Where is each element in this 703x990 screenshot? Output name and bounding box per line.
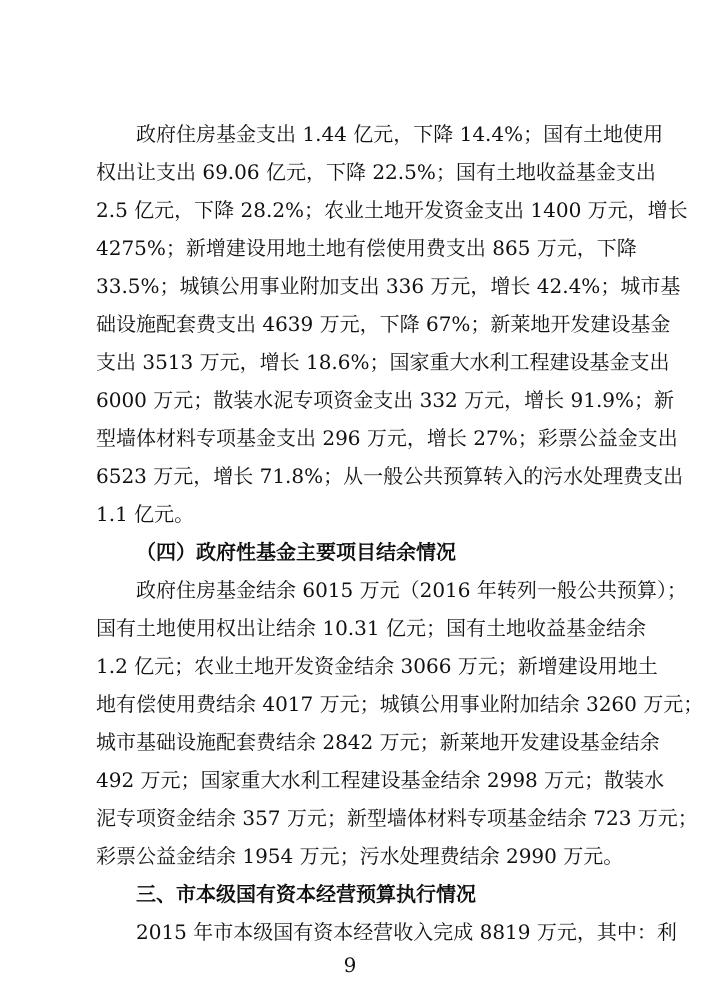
paragraph-line: 2015 年市本级国有资本经营收入完成 8819 万元，其中：利: [136, 920, 677, 944]
section-heading: 三、市本级国有资本经营预算执行情况: [136, 882, 476, 906]
paragraph-line: 权出让支出 69.06 亿元，下降 22.5%；国有土地收益基金支出: [96, 160, 656, 184]
paragraph-line: 型墙体材料专项基金支出 296 万元，增长 27%；彩票公益金支出: [96, 426, 678, 450]
paragraph-line: 4275%；新增建设用地土地有偿使用费支出 865 万元，下降: [96, 236, 637, 260]
paragraph-line: 492 万元；国家重大水利工程建设基金结余 2998 万元；散装水: [96, 768, 665, 792]
paragraph-line: 地有偿使用费结余 4017 万元；城镇公用事业附加结余 3260 万元；: [96, 692, 703, 716]
paragraph-line: 6523 万元，增长 71.8%；从一般公共预算转入的污水处理费支出: [96, 464, 684, 488]
page-number: 9: [343, 953, 357, 977]
paragraph-line: 泥专项资金结余 357 万元；新型墙体材料专项基金结余 723 万元；: [96, 806, 698, 830]
paragraph-line: 33.5%；城镇公用事业附加支出 336 万元，增长 42.4%；城市基: [96, 274, 681, 298]
paragraph-line: 1.1 亿元。: [96, 502, 195, 526]
section-heading: （四）政府性基金主要项目结余情况: [136, 540, 456, 564]
paragraph-line: 城市基础设施配套费结余 2842 万元；新莱地开发建设基金结余: [96, 730, 660, 754]
paragraph-line: 支出 3513 万元，增长 18.6%；国家重大水利工程建设基金支出: [96, 350, 670, 374]
paragraph-line: 国有土地使用权出让结余 10.31 亿元；国有土地收益基金结余: [96, 616, 646, 640]
paragraph-line: 政府住房基金支出 1.44 亿元，下降 14.4%；国有土地使用: [136, 122, 664, 146]
paragraph-line: 2.5 亿元，下降 28.2%；农业土地开发资金支出 1400 万元，增长: [96, 198, 688, 222]
paragraph-line: 1.2 亿元；农业土地开发资金结余 3066 万元；新增建设用地土: [96, 654, 658, 678]
paragraph-line: 6000 万元；散装水泥专项资金支出 332 万元，增长 91.9%；新: [96, 388, 675, 412]
paragraph-line: 础设施配套费支出 4639 万元，下降 67%；新莱地开发建设基金: [96, 312, 671, 336]
paragraph-line: 政府住房基金结余 6015 万元（2016 年转列一般公共预算）；: [136, 578, 687, 602]
paragraph-line: 彩票公益金结余 1954 万元；污水处理费结余 2990 万元。: [96, 844, 624, 868]
